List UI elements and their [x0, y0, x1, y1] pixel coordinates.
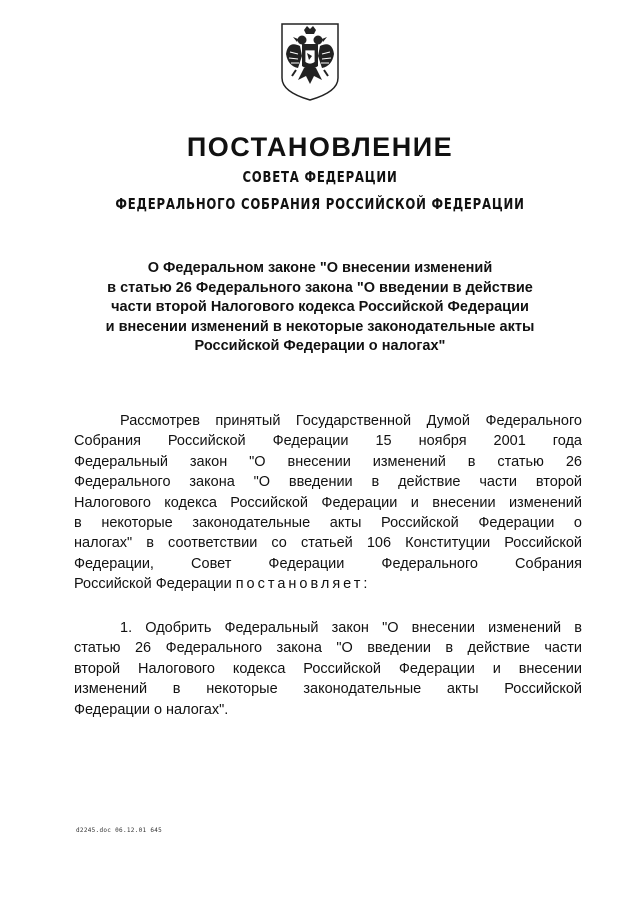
- subject-line: и внесении изменений в некоторые законодательные акты: [105, 318, 535, 335]
- document-footer-code: d2245.doc 06.12.01 645: [76, 827, 163, 834]
- paragraph-line: налогах" в соответствии со статьей 106 Конституции Российской: [74, 535, 582, 552]
- paragraph-line: Федерации, Совет Федерации Федерального Собрания: [74, 555, 582, 572]
- paragraph-line: Налогового кодекса Российской Федерации и внесении изменений: [74, 494, 582, 511]
- paragraph-line: Федеральный закон "О внесении изменений в статью 26: [74, 453, 582, 470]
- preamble-paragraph: [74, 411, 582, 595]
- paragraph-line: изменений в некоторые законодательные акты Российской: [74, 681, 582, 698]
- document-subject: [60, 259, 580, 357]
- resolution-keyword: постановляет:: [235, 576, 371, 593]
- russian-coat-of-arms-icon: [276, 20, 344, 104]
- paragraph-line: Федерации о налогах".: [74, 701, 229, 718]
- paragraph-line-text: Российской Федерации: [74, 576, 236, 593]
- paragraph-line: статью 26 Федерального закона "О введении в действие части: [74, 640, 582, 657]
- paragraph-line: [74, 574, 582, 594]
- paragraph-line: Рассмотрев принятый Государственной Думой Федерального: [120, 413, 582, 429]
- paragraph-line: в некоторые законодательные акты Российской Федерации о: [74, 514, 582, 531]
- issuer-line-1: СОВЕТА ФЕДЕРАЦИИ: [242, 168, 398, 186]
- subject-line: в статью 26 Федерального закона "О введении в действие: [107, 279, 533, 296]
- paragraph-line: 1. Одобрить Федеральный закон "О внесении изменений в: [120, 620, 582, 636]
- paragraph-line: Федерального закона "О введении в действие части второй: [74, 474, 582, 491]
- issuer-line-2: ФЕДЕРАЛЬНОГО СОБРАНИЯ РОССИЙСКОЙ ФЕДЕРАЦИИ: [115, 195, 525, 213]
- document-title: ПОСТАНОВЛЕНИЕ: [186, 132, 454, 162]
- paragraph-line: второй Налогового кодекса Российской Федерации и внесении: [74, 660, 582, 677]
- subject-line: О Федеральном законе "О внесении изменений: [147, 260, 493, 276]
- subject-line: части второй Налогового кодекса Российской Федерации: [111, 299, 529, 316]
- paragraph-line: Собрания Российской Федерации 15 ноября 2001 года: [74, 433, 582, 450]
- resolution-item-1: [74, 618, 582, 720]
- subject-line: Российской Федерации о налогах": [194, 338, 446, 355]
